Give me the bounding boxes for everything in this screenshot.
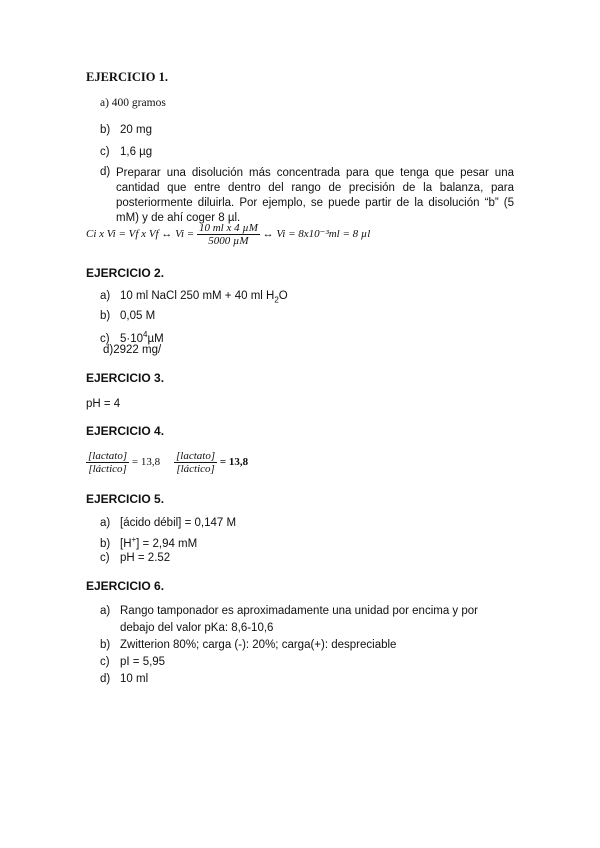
ej2-c-pre: 5·10 xyxy=(120,332,144,345)
ej2-a-tail: O xyxy=(278,290,288,302)
ej5-item-b xyxy=(100,535,197,550)
ej1-item-c xyxy=(100,146,152,158)
ej5-b-pre: [H xyxy=(120,537,132,550)
ej5-a-label: a) xyxy=(100,517,111,529)
ej6-item-c xyxy=(100,656,165,668)
ej2-c-post: µM xyxy=(147,332,164,345)
ej5-b-superscript: + xyxy=(131,535,137,544)
ej4-fraction-1 xyxy=(86,450,129,475)
ejercicio-5-title: EJERCICIO 5. xyxy=(86,492,165,506)
ejercicio-3-title: EJERCICIO 3. xyxy=(86,371,165,385)
ej6-d-text: 10 ml xyxy=(120,673,149,685)
ej2-a-text: 10 ml NaCl 250 mM + 40 ml H xyxy=(120,290,275,302)
ej4-numerator-1: [lactato] xyxy=(88,450,128,462)
ej1-d-label: d) xyxy=(100,166,111,178)
ej5-c-text: pH = 2.52 xyxy=(120,552,171,564)
ej4-fraction-2 xyxy=(174,450,217,475)
ej2-c-label: c) xyxy=(100,332,110,345)
ej1-c-text: 1,6 µg xyxy=(120,146,153,158)
ej5-item-a xyxy=(100,517,236,529)
ejercicio-4-title: EJERCICIO 4. xyxy=(86,424,165,438)
ej4-ratio-1 xyxy=(86,450,160,475)
ejercicio-2-title: EJERCICIO 2. xyxy=(86,266,165,280)
ej4-numerator-2: [lactato] xyxy=(176,450,216,462)
ejercicio-6-title: EJERCICIO 6. xyxy=(86,579,165,593)
ej6-item-d xyxy=(100,673,148,685)
ej1-b-text: 20 mg xyxy=(120,124,152,136)
ej6-a-label: a) xyxy=(100,605,111,617)
ej6-c-label: c) xyxy=(100,656,110,668)
ej6-a-line-2: debajo del valor pKa: 8,6-10,6 xyxy=(120,622,274,634)
ej6-b-text: Zwitterion 80%; carga (-): 20%; carga(+): despreciable xyxy=(120,639,397,651)
ej5-b-post: ] = 2,94 mM xyxy=(136,537,198,550)
ej2-b-text: 0,05 M xyxy=(120,310,156,322)
ej2-item-b xyxy=(100,310,155,322)
ej4-denominator-2: [láctico] xyxy=(176,463,215,475)
ej1-eq-left: Ci x Vi = Vf x Vf ↔ Vi = xyxy=(86,228,195,241)
ej1-eq-numerator: 10 ml x 4 µM xyxy=(198,222,258,234)
ej1-eq-right: ↔ Vi = 8x10⁻³ml = 8 µl xyxy=(262,228,371,241)
ej4-denominator-1: [láctico] xyxy=(88,463,127,475)
ej6-b-label: b) xyxy=(100,639,111,651)
ej1-eq-fraction xyxy=(197,222,260,247)
ej2-c-superscript: 4 xyxy=(143,330,148,339)
ej6-a-line-1: Rango tamponador es aproximadamente una unidad por encima y por xyxy=(120,605,478,617)
ej5-item-c xyxy=(100,552,170,564)
ej2-a-label: a) xyxy=(100,290,111,302)
ej2-item-c xyxy=(100,330,164,345)
ej2-item-d: d)2922 mg/ xyxy=(103,344,162,356)
ej6-c-text: pI = 5,95 xyxy=(120,656,166,668)
ej4-ratio-2 xyxy=(174,450,248,475)
ej2-item-a xyxy=(100,290,288,304)
ej4-value-1: = 13,8 xyxy=(131,456,161,469)
ej5-b-label: b) xyxy=(100,537,111,550)
ej1-eq-denominator: 5000 µM xyxy=(208,235,249,247)
ej1-equation xyxy=(86,222,370,247)
ej6-d-label: d) xyxy=(100,673,111,685)
ej1-item-a: a) 400 gramos xyxy=(100,97,166,109)
ej6-item-b xyxy=(100,639,396,651)
ej1-b-label: b) xyxy=(100,124,111,136)
ej5-c-label: c) xyxy=(100,552,110,564)
ej1-item-b xyxy=(100,124,152,136)
ej2-b-label: b) xyxy=(100,310,111,322)
ej5-a-text: [ácido débil] = 0,147 M xyxy=(120,517,237,529)
ej1-c-label: c) xyxy=(100,146,110,158)
ejercicio-1-title: EJERCICIO 1. xyxy=(86,70,168,84)
ej4-value-2: = 13,8 xyxy=(219,456,249,469)
ej1-d-text: Preparar una disolución más concentrada para que tenga que pesar una cantidad que entre dentro del rango de precisión de la balanza, para posteriormente diluirla. Por ejemplo, se puede partir de la disolución “b” (5 mM) y de ahí coger 8 µl. xyxy=(116,167,514,224)
ej2-a-subscript: 2 xyxy=(274,295,279,305)
ej3-text: pH = 4 xyxy=(86,398,121,410)
